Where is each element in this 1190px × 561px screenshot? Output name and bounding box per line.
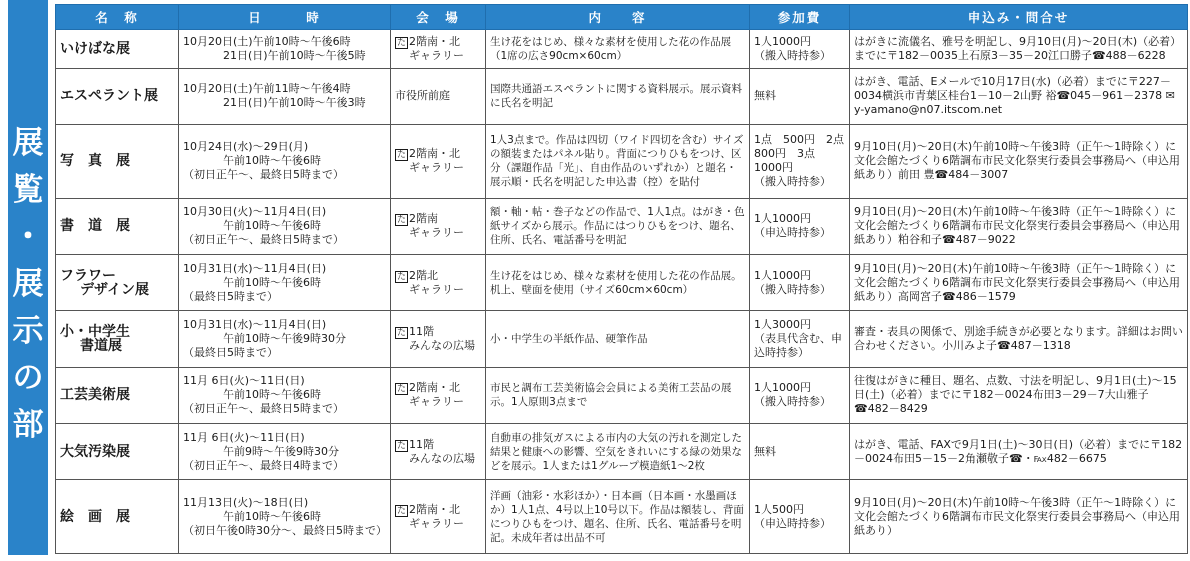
event-venue (391, 480, 486, 554)
event-datetime (179, 125, 391, 199)
event-fee (750, 311, 850, 367)
event-fee (750, 68, 850, 124)
event-contact: はがきに流儀名、雅号を明記し、9月10日(月)～20日(木)（必着）までに〒182－0035上石原3－35－20江口勝子☎488－6228 (850, 30, 1188, 69)
event-content: 生け花をはじめ、様々な素材を使用した花の作品展。机上、壁面を使用（サイズ60cm×60cm） (486, 255, 750, 311)
event-content: 洋画（油彩・水彩ほか）・日本画（日本画・水墨画ほか）1人1点、4号以上10号以下。作品は額装し、背面につりひもをつけ、題名、住所、氏名、電話番号を明記。未成年者は出品不可 (486, 480, 750, 554)
event-venue (391, 423, 486, 479)
table-row (56, 30, 1188, 69)
time-range: 午前10時～午後6時 (223, 388, 321, 402)
fee-amount: 1人1000円 (754, 212, 811, 226)
event-datetime (179, 198, 391, 254)
date-range: 10月20日(土)午前11時～午後4時 (183, 82, 351, 96)
venue-line1: 11階 (409, 324, 435, 338)
event-contact: 9月10日(月)～20日(木)午前10時～午後3時（正午～1時除く）に文化会館たづくり6階調布市民文化祭実行委員会事務局へ（申込用紙あり） (850, 480, 1188, 554)
date-range: 10月20日(土)午前10時～午後6時 (183, 34, 351, 48)
section-sidebar (8, 0, 48, 555)
table-row (56, 367, 1188, 423)
event-name-line1: 写 真 展 (60, 153, 130, 170)
fee-note: （搬入時持参） (754, 48, 831, 62)
venue-mark-icon: た (397, 37, 407, 48)
venue-line1: 2階南 (409, 212, 439, 226)
event-contact: 9月10日(月)～20日(木)午前10時～午後3時（正午～1時除く）に文化会館たづくり6階調布市民文化祭実行委員会事務局へ（申込用紙あり）前田 豊☎484－3007 (850, 125, 1188, 199)
fee-amount: 1人3000円 (754, 317, 811, 331)
header-row (56, 5, 1188, 30)
event-contact: 9月10日(月)～20日(木)午前10時～午後3時（正午～1時除く）に文化会館たづくり6階調布市民文化祭実行委員会事務局へ（申込用紙あり）粕谷和子☎487－9022 (850, 198, 1188, 254)
event-name (56, 255, 179, 311)
table-row (56, 125, 1188, 199)
venue-mark-icon: た (397, 215, 407, 226)
venue-line2: ギャラリー (409, 48, 464, 62)
time-range: 午前10時～午後6時 (223, 219, 321, 233)
event-name (56, 423, 179, 479)
event-name-line1: 小・中学生 (60, 323, 130, 340)
venue-mark-icon: た (397, 505, 407, 516)
fee-amount: 1人1000円 (754, 268, 811, 282)
date-note: （最終日5時まで） (183, 345, 278, 359)
time-range: 午前10時～午後6時 (223, 509, 321, 523)
venue-line2: ギャラリー (409, 226, 464, 240)
event-fee (750, 30, 850, 69)
section-title-char: 示 (12, 313, 44, 349)
event-datetime (179, 68, 391, 124)
section-title-char: 展 (12, 266, 44, 302)
venue-line1: 2階北 (409, 268, 439, 282)
event-contact: 審査・表具の関係で、別途手続きが必要となります。詳細はお問い合わせください。小川みよ子☎487－1318 (850, 311, 1188, 367)
date-range: 10月30日(火)～11月4日(日) (183, 205, 327, 219)
date-note: （初日午後0時30分～、最終日5時まで） (183, 523, 387, 537)
event-contact: はがき、電話、Eメールで10月17日(水)（必着）までに〒227－0034横浜市青葉区桂台1－10－2山野 裕☎045－961－2378 ✉y-yamano@n07.itscom.net (850, 68, 1188, 124)
fee-note: （申込時持参） (754, 226, 831, 240)
date-note: （初日正午～、最終日5時まで） (183, 233, 344, 247)
fee-note: （搬入時持参） (754, 175, 831, 189)
event-name-line2: 書道展 (80, 337, 122, 354)
time-range: 午前9時～午後9時30分 (223, 444, 339, 458)
event-venue (391, 125, 486, 199)
header-venue: 会 場 (391, 5, 486, 30)
table-row (56, 198, 1188, 254)
event-name-line1: いけばな展 (60, 40, 130, 57)
date-note: （初日正午～、最終日5時まで） (183, 402, 344, 416)
fee-amount: 無料 (754, 89, 776, 103)
event-contact: はがき、電話、FAXで9月1日(土)～30日(日)（必着）までに〒182－0024布田5－15－2角瀬敬子☎・℻482－6675 (850, 423, 1188, 479)
date-note: （初日正午～、最終日5時まで） (183, 168, 344, 182)
event-fee (750, 198, 850, 254)
venue-mark-icon: た (397, 327, 407, 338)
section-title-char: の (12, 360, 44, 396)
event-name (56, 480, 179, 554)
time-range: 21日(日)午前10時～午後3時 (223, 96, 366, 110)
venue-mark-icon: た (397, 384, 407, 395)
event-name (56, 68, 179, 124)
event-contact: 9月10日(月)～20日(木)午前10時～午後3時（正午～1時除く）に文化会館たづくり6階調布市民文化祭実行委員会事務局へ（申込用紙あり）高岡宮子☎486－1579 (850, 255, 1188, 311)
event-name-line1: 書 道 展 (60, 218, 130, 235)
section-title-char: 部 (12, 407, 44, 443)
table-row (56, 480, 1188, 554)
time-range: 午前10時～午後6時 (223, 154, 321, 168)
venue-line1: 市役所前庭 (395, 89, 450, 103)
venue-mark-icon: た (397, 150, 407, 161)
event-datetime (179, 367, 391, 423)
event-name (56, 367, 179, 423)
event-name-line1: フラワー (60, 267, 116, 284)
event-name-line1: エスペラント展 (60, 88, 158, 105)
venue-line1: 2階南・北 (409, 147, 461, 161)
date-note: （最終日5時まで） (183, 289, 278, 303)
event-content: 小・中学生の半紙作品、硬筆作品 (486, 311, 750, 367)
date-range: 10月24日(水)～29日(月) (183, 140, 309, 154)
date-note: （初日正午～、最終日4時まで） (183, 458, 344, 472)
event-name (56, 311, 179, 367)
header-name: 名 称 (56, 5, 179, 30)
fee-amount: 無料 (754, 444, 776, 458)
time-range: 21日(日)午前10時～午後5時 (223, 48, 366, 62)
time-range: 午前10時～午後9時30分 (223, 331, 346, 345)
event-venue (391, 68, 486, 124)
header-fee: 参加費 (750, 5, 850, 30)
event-datetime (179, 30, 391, 69)
event-venue (391, 198, 486, 254)
event-fee (750, 480, 850, 554)
venue-line2: みんなの広場 (409, 451, 475, 465)
event-venue (391, 255, 486, 311)
event-fee (750, 367, 850, 423)
table-row (56, 423, 1188, 479)
event-name-line1: 工芸美術展 (60, 387, 130, 404)
event-content: 自動車の排気ガスによる市内の大気の汚れを測定した結果と健康への影響、空気をきれいにする緑の効果などを展示。1人または1グループ模造紙1～2枚 (486, 423, 750, 479)
table-row (56, 68, 1188, 124)
venue-line2: ギャラリー (409, 161, 464, 175)
header-contact: 申込み・問合せ (850, 5, 1188, 30)
fee-note: （申込時持参） (754, 516, 831, 530)
venue-line2: ギャラリー (409, 516, 464, 530)
venue-mark-icon: た (397, 440, 407, 451)
date-range: 11月13日(火)～18日(日) (183, 495, 309, 509)
event-venue (391, 311, 486, 367)
venue-line1: 2階南・北 (409, 381, 461, 395)
header-content: 内 容 (486, 5, 750, 30)
header-datetime: 日 時 (179, 5, 391, 30)
section-title-char: ・ (12, 219, 44, 255)
event-contact: 往復はがきに種目、題名、点数、寸法を明記し、9月1日(土)～15日(土)（必着）までに〒182－0024布田3－29－7大山雅子☎482－8429 (850, 367, 1188, 423)
event-datetime (179, 423, 391, 479)
event-fee (750, 423, 850, 479)
fee-note: （搬入時持参） (754, 282, 831, 296)
event-content: 市民と調布工芸美術協会会員による美術工芸品の展示。1人原則3点まで (486, 367, 750, 423)
event-venue (391, 367, 486, 423)
event-fee (750, 255, 850, 311)
fee-note: （搬入時持参） (754, 395, 831, 409)
event-name (56, 125, 179, 199)
section-title (8, 120, 48, 449)
event-venue (391, 30, 486, 69)
date-range: 10月31日(水)～11月4日(日) (183, 317, 327, 331)
section-title-char: 展 (12, 125, 44, 161)
venue-line2: ギャラリー (409, 395, 464, 409)
event-datetime (179, 255, 391, 311)
event-datetime (179, 311, 391, 367)
venue-mark-icon: た (397, 271, 407, 282)
venue-line1: 2階南・北 (409, 34, 461, 48)
event-name (56, 198, 179, 254)
table-row (56, 311, 1188, 367)
venue-line1: 11階 (409, 437, 435, 451)
venue-line1: 2階南・北 (409, 502, 461, 516)
fee-amount: 1人1000円 (754, 381, 811, 395)
event-datetime (179, 480, 391, 554)
date-range: 10月31日(水)～11月4日(日) (183, 261, 327, 275)
fee-note: （表具代含む、申込時持参） (754, 331, 842, 359)
event-content: 額・軸・帖・巻子などの作品で、1人1点。はがき・色紙サイズから展示。作品にはつりひもをつけ、題名、住所、氏名、電話番号を明記 (486, 198, 750, 254)
time-range: 午前10時～午後6時 (223, 275, 321, 289)
event-content: 国際共通語エスペラントに関する資料展示。展示資料に氏名を明記 (486, 68, 750, 124)
event-name-line2: デザイン展 (80, 281, 150, 298)
fee-amount: 1人500円 (754, 502, 804, 516)
fee-amount: 1人1000円 (754, 34, 811, 48)
date-range: 11月 6日(火)～11日(日) (183, 374, 305, 388)
date-range: 11月 6日(火)～11日(日) (183, 430, 305, 444)
event-fee (750, 125, 855, 199)
event-content: 1人3点まで。作品は四切（ワイド四切を含む）サイズの額装またはパネル貼り。背面につりひもをつけ、区分（課題作品「光」、自由作品のいずれか）と題名・展示順・氏名を明記した申込書（控）を貼付 (486, 125, 750, 199)
event-name (56, 30, 179, 69)
event-content: 生け花をはじめ、様々な素材を使用した花の作品展（1席の広さ90cm×60cm） (486, 30, 750, 69)
table-row (56, 255, 1188, 311)
event-name-line1: 絵 画 展 (60, 508, 130, 525)
event-table (55, 4, 1188, 554)
fee-amount: 1点 500円 2点 800円 3点 1000円 (754, 133, 855, 175)
venue-line2: ギャラリー (409, 282, 464, 296)
section-title-char: 覧 (12, 172, 44, 208)
venue-line2: みんなの広場 (409, 338, 475, 352)
event-name-line1: 大気汚染展 (60, 443, 130, 460)
